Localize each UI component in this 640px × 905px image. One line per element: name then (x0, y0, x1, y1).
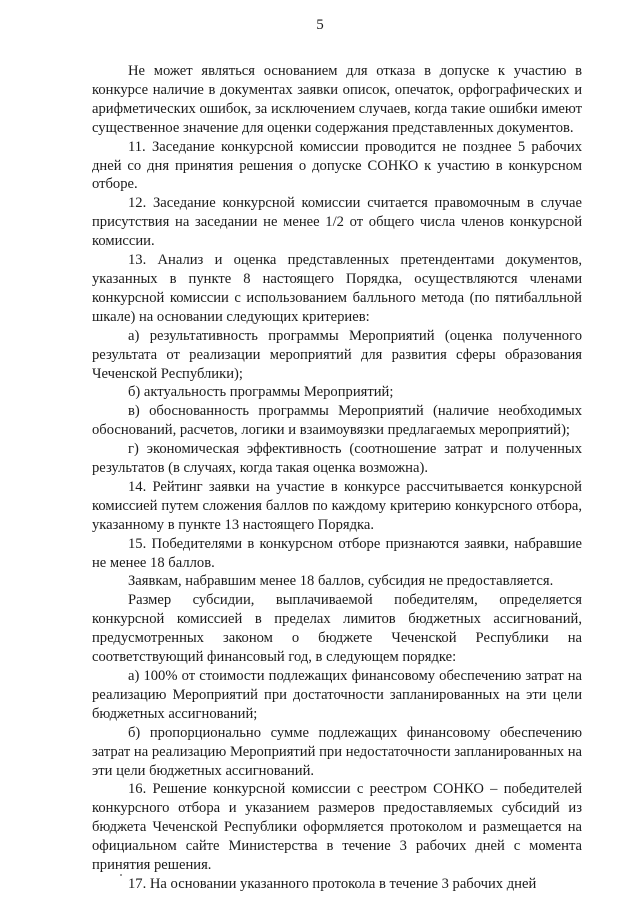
paragraph-16-decision: 16. Решение конкурсной комиссии с реестром СОНКО – победителей конкурсного отбора и указанием размеров предоставляемых субсидий из бюджета Чеченской Республики оформляется протоколом и размещается на официальном сайте Министерства в течение 3 рабочих дней с момента принятия решения. (92, 781, 582, 874)
paragraph-12-quorum: 12. Заседание конкурсной комиссии считается правомочным в случае присутствия на заседании не менее 1/2 от общего числа членов конкурсной комиссии. (92, 195, 582, 250)
subsidy-option-a: а) 100% от стоимости подлежащих финансовому обеспечению затрат на реализацию Мероприятий при достаточности запланированных на эти цели бюджетных ассигнований; (92, 668, 582, 722)
page-number: 5 (316, 17, 324, 33)
criterion-c-justification: в) обоснованность программы Мероприятий (наличие необходимых обоснований, расчетов, логики и взаимоувязки предлагаемых мероприятий); (92, 403, 582, 439)
paragraph-14-rating: 14. Рейтинг заявки на участие в конкурсе рассчитывается конкурсной комиссией путем сложения баллов по каждому критерию конкурсного отбора, указанному в пункте 13 настоящего Порядка. (92, 478, 582, 533)
criterion-b-relevance: б) актуальность программы Мероприятий; (128, 384, 394, 401)
paragraph-errors-not-grounds: Не может являться основанием для отказа в допуске к участию в конкурсе наличие в документах заявки описок, опечаток, орфографических и арифметических ошибок, за исключением случаев, когда такие ошибки имеют существенное значение для оценки содержания представленных документов. (92, 63, 582, 136)
criterion-a-effectiveness: а) результативность программы Мероприятий (оценка полученного результата от реализации мероприятий для развития сферы образования Чеченской Республики); (92, 327, 582, 382)
paragraph-15-winners: 15. Победителями в конкурсном отборе признаются заявки, набравшие не менее 18 баллов. (92, 535, 582, 571)
subsidy-option-b: б) пропорционально сумме подлежащих финансовому обеспечению затрат на реализацию Мероприятий при недостаточности запланированных на эти цели бюджетных ассигнований. (92, 724, 582, 779)
document-body (92, 62, 582, 894)
paragraph-13-evaluation: 13. Анализ и оценка представленных претендентами документов, указанных в пункте 8 настоящего Порядка, осуществляются членами конкурсной комиссии с использованием балльного метода (по пятибалльной шкале) на основании следующих критериев: (92, 252, 582, 325)
criterion-d-economic-efficiency: г) экономическая эффективность (соотношение затрат и полученных результатов (в случаях, когда такая оценка возможна). (92, 441, 582, 477)
paragraph-below-threshold: Заявкам, набравшим менее 18 баллов, субсидия не предоставляется. (128, 573, 554, 590)
scan-artifact-dot (120, 874, 122, 876)
paragraph-11-meeting-deadline: 11. Заседание конкурсной комиссии проводится не позднее 5 рабочих дней со дня принятия решения о допуске СОНКО к участию в конкурсном отборе. (92, 138, 582, 193)
paragraph-subsidy-amount: Размер субсидии, выплачиваемой победителям, определяется конкурсной комиссией в пределах лимитов бюджетных ассигнований, предусмотренных законом о бюджете Чеченской Республики на соответствующий финансовый год, в следующем порядке: (92, 592, 582, 666)
paragraph-17-protocol: 17. На основании указанного протокола в течение 3 рабочих дней (128, 875, 537, 892)
